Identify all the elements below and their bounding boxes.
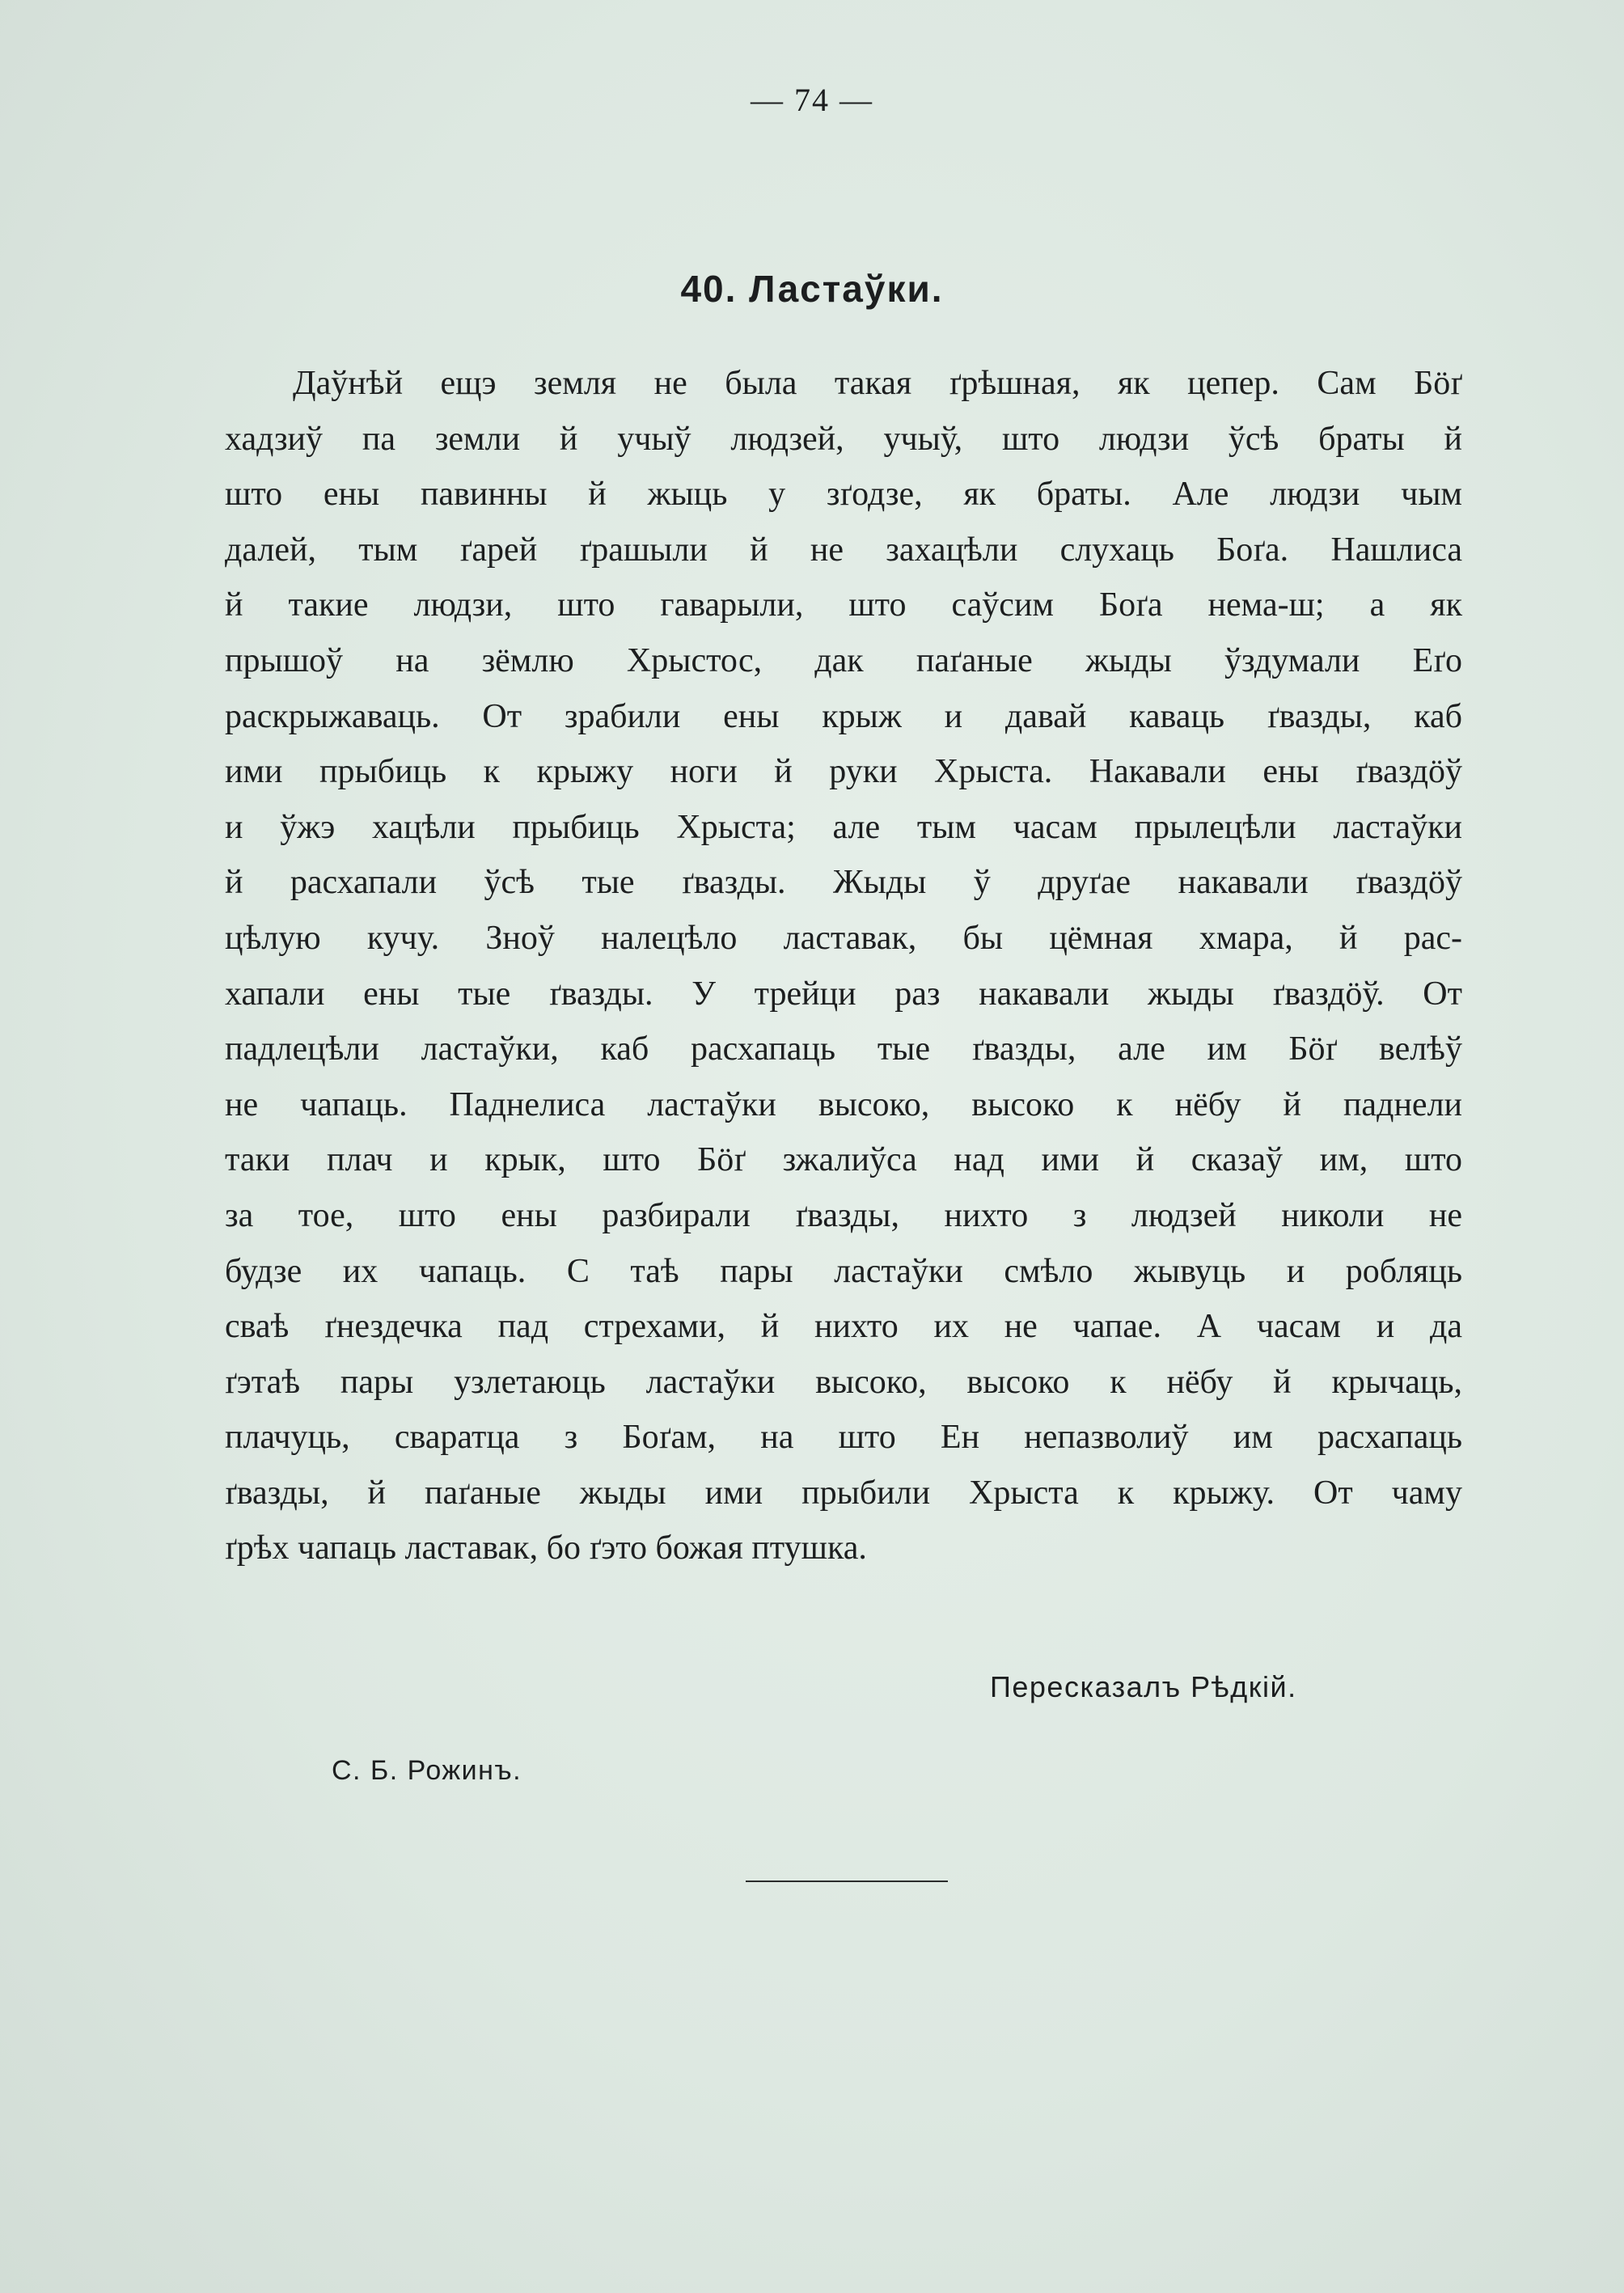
text-line: падлецѣли ластаўки, каб расхапаць тые ґвазды, але им Бӧґ велѣў: [225, 1030, 1462, 1068]
text-line: ими прыбиць к крыжу ноги й руки Хрыста. Накавали ены ґваздӧў: [225, 753, 1462, 791]
text-line: сваѣ ґнездечка пад стрехами, й нихто их не чапае. А часам и да: [225, 1308, 1462, 1346]
text-line: таки плач и крык, што Бӧґ зжалиўса над ими й сказаў им, што: [225, 1141, 1462, 1179]
text-line: не чапаць. Паднелиса ластаўки высоко, высоко к нёбу й паднели: [225, 1085, 1462, 1123]
text-line: хапали ены тые ґвазды. У трейци раз накавали жыды ґваздӧў. От: [225, 975, 1462, 1013]
section-divider: [746, 1881, 948, 1882]
text-line: цѣлую кучу. Зноў налецѣло ластавак, бы цёмная хмара, й рас-: [225, 919, 1462, 957]
text-line: раскрыжаваць. От зрабили ены крыж и давай каваць ґвазды, каб: [225, 697, 1462, 735]
text-line: й расхапали ўсѣ тые ґвазды. Жыды ў друґае накавали ґваздӧў: [225, 864, 1462, 902]
text-line: й такие людзи, што гаварыли, што саўсим Боґа нема-ш; а як: [225, 586, 1462, 624]
text-line: Даўнѣй ещэ земля не была такая ґрѣшная, як цепер. Сам Бӧґ: [293, 365, 1462, 402]
text-line: будзе их чапаць. С таѣ пары ластаўки смѣло жывуць и робляць: [225, 1252, 1462, 1290]
text-line: ґвазды, й паґаные жыды ими прыбили Хрыста к крыжу. От чаму: [225, 1474, 1462, 1512]
text-line: ґэтаѣ пары узлетаюць ластаўки высоко, высоко к нёбу й крычаць,: [225, 1363, 1462, 1401]
text-line: за тое, што ены разбирали ґвазды, нихто з людзей николи не: [225, 1196, 1462, 1234]
collector-credit: С. Б. Рожинъ.: [332, 1755, 522, 1786]
text-line: што ены павинны й жыць у зґодзе, як браты. Але людзи чым: [225, 476, 1462, 514]
story-title: 40. Ластаўки.: [680, 268, 944, 310]
page-number: — 74 —: [751, 82, 873, 118]
text-line: далей, тым ґарей ґрашыли й не захацѣли слухаць Боґа. Нашлиса: [225, 531, 1462, 569]
text-line: и ўжэ хацѣли прыбиць Хрыста; але тым часам прылецѣли ластаўки: [225, 808, 1462, 846]
story-body: [225, 356, 1462, 1576]
text-line: хадзиў па земли й учыў людзей, учыў, што людзи ўсѣ браты й: [225, 420, 1462, 458]
text-line: плачуць, сваратца з Боґам, на што Ен непазволиў им расхапаць: [225, 1419, 1462, 1457]
retold-by-credit: Пересказалъ Рѣдкій.: [990, 1670, 1297, 1703]
text-line: прышоў на зёмлю Хрыстос, дак паґаные жыды ўздумали Еґо: [225, 641, 1462, 679]
text-line: ґрѣх чапаць ластавак, бо ґэто божая птушка.: [225, 1529, 867, 1567]
